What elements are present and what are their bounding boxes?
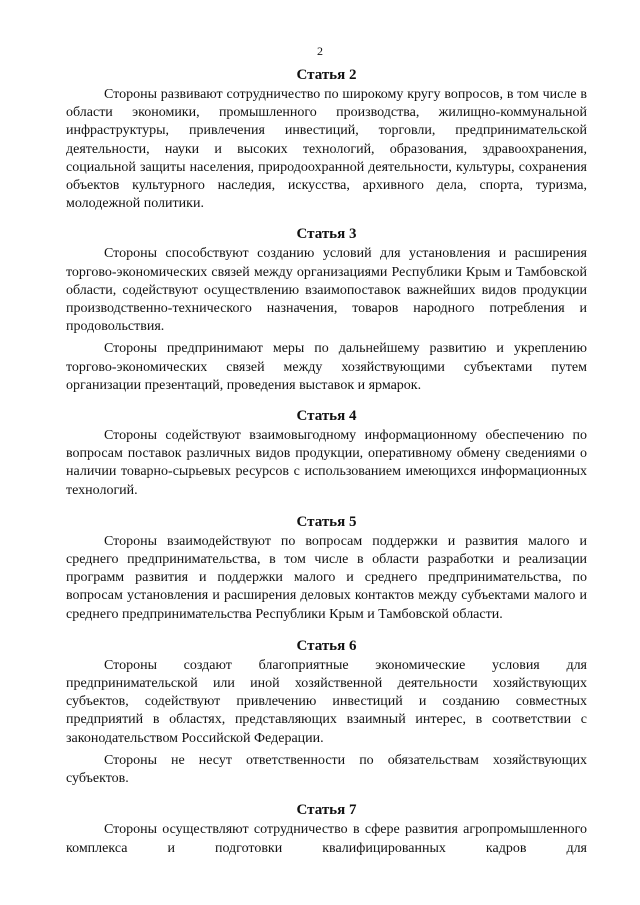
article-paragraph: Стороны предпринимают меры по дальнейшему развитию и укреплению торгово-экономических связей между хозяйствующими субъектами путем организации презентаций, проведения выставок и ярмарок. (66, 341, 587, 393)
article-title: Статья 2 (296, 67, 357, 83)
article-6 (66, 637, 587, 788)
article-paragraph: Стороны не несут ответственности по обязательствам хозяйствующих субъектов. (66, 752, 587, 787)
article-paragraph: Стороны содействуют взаимовыгодному информационному обеспечению по вопросам поставок различных видов продукции, оперативному обмену сведениями о наличии товарно-сырьевых ресурсов с использованием имеющихся информационных технологий. (66, 428, 587, 498)
article-7 (66, 801, 587, 857)
article-title: Статья 3 (296, 226, 357, 243)
article-title: Статья 6 (296, 637, 357, 654)
document-body (66, 66, 587, 858)
article-paragraph: Стороны создают благоприятные экономические условия для предпринимательской или иной хозяйственной деятельности хозяйствующих субъектов, содействуют привлечению инвестиций и созданию совместных предприятий в областях, представляющих взаимный интерес, в соответствии с законодательством Российской Федерации. (66, 657, 587, 746)
article-5 (66, 513, 587, 624)
article-title: Статья 7 (296, 802, 357, 819)
article-paragraph: Стороны осуществляют сотрудничество в сфере развития агропромышленного комплекса и подготовки квалифицированных кадров для (66, 822, 587, 856)
article-paragraph: Стороны способствуют созданию условий для установления и расширения торгово-экономических связей между организациями Республики Крым и Тамбовской области, содействуют осуществлению взаимопоставок важнейших видов продукции производственно-технического назначения, товаров народного потребления и продовольствия. (66, 246, 587, 335)
article-paragraph: Стороны развивают сотрудничество по широкому кругу вопросов, в том числе в области экономики, промышленного производства, жилищно-коммунальной инфраструктуры, привлечения инвестиций, торговли, предпринимательской деятельности, науки и высоких технологий, образования, здравоохранения, социальной защиты населения, природоохранной деятельности, культуры, сохранения объектов культурного наследия, искусства, архивного дела, спорта, туризма, молодежной политики. (66, 87, 587, 212)
article-title: Статья 4 (296, 408, 357, 425)
article-2 (66, 66, 587, 213)
article-title: Статья 5 (296, 513, 357, 530)
article-paragraph: Стороны взаимодействуют по вопросам поддержки и развития малого и среднего предпринимательства, в том числе в области разработки и реализации программ развития и поддержки малого и среднего предпринимательства, по вопросам установления и расширения деловых контактов между субъектами малого и среднего предпринимательства Республики Крым и Тамбовской области. (66, 533, 587, 622)
article-3 (66, 225, 587, 395)
page-number: 2 (317, 44, 323, 58)
article-4 (66, 407, 587, 500)
